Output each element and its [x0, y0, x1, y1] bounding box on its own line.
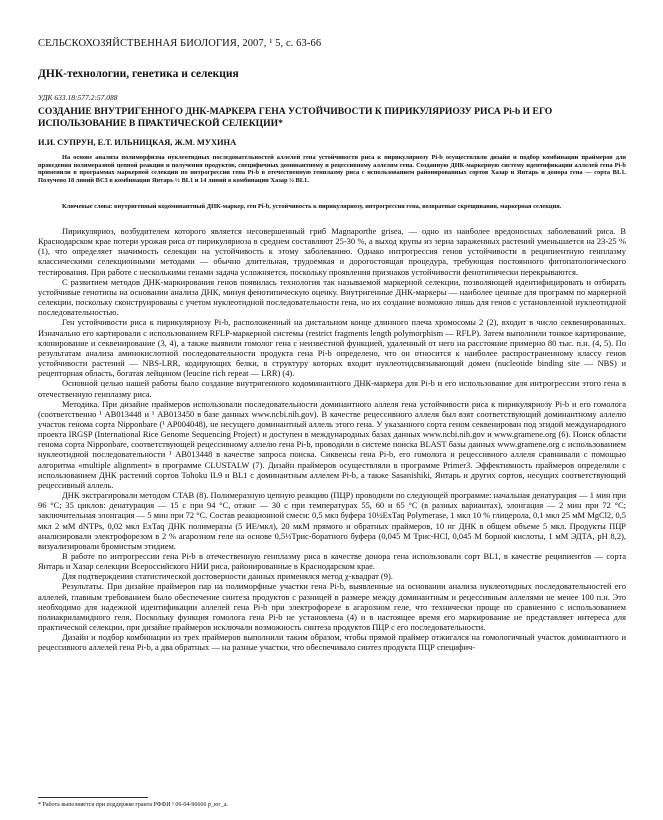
paragraph: Методика. При дизайне праймеров использовали последовательности доминантного аллеля гена устойчивости риса к пирикуляриозу Pi-b и его гомолога (соответственно ¹ AB013448 и ¹ AB013450 в базе данных www.ncbi.nih.gov). В качестве рецессивного аллеля был взят соответствующий доминантному аллелю участок генома сорта Nipponbare (¹ AP004048), не несущего доминантный аллель этого гена. У указанного сорта геном секвенирован под эгидой международного проекта IRGSP (International Rice Genome Sequencing Project) и доступен в международных базах данных www.ncbi.nih.gov и www.gramene.org (6). Поиск области генома сорта Nipponbare, соответствующей рецессивному аллелю гена Pi-b, проводили в системе поиска BLAST базы данных www.gramene.org с использованием нуклеотидной последовательности ¹ AB013448 в качестве запроса поиска. Сиквенсы гена Pi-b, его гомолога и рецессивного аллеля сравнивали с помощью алгоритма «multiple alignment» в программе CLUSTALW (7). Дизайн праймеров осуществляли в программе Primer3. Эффективность праймеров определяли с использованием ДНК растений сортов Tohoku IL9 и BL1 с доминантным аллелем Pi-b, а также Sasanishiki, Янтарь и других сортов, несущих соответствующий рецессивный аллель. [38, 398, 626, 490]
footnote: * Работа выполняется при поддержке гранта РФФИ ¹ 06-04-96666 р_юг_а. [38, 802, 229, 808]
article-body [38, 226, 626, 653]
authors: И.И. СУПРУН, Е.Т. ИЛЬНИЦКАЯ, Ж.М. МУХИНА [38, 138, 237, 147]
paragraph: Дизайн и подбор комбинации из трех праймеров выполнили таким образом, чтобы прямой праймер отжигался на гомологичный участок доминантного и рецессивного аллелей гена Pi-b, а два обратных — на разные участки, что обеспечивало синтез продукта ПЦР специфич- [38, 632, 626, 653]
keywords: Ключевые слова: внутригенный кодоминантный ДНК-маркер, ген Pi-b, устойчивость к пирикуляриозу, интрогрессия гена, возвратные скрещивания, маркерная селекция. [62, 203, 562, 210]
paragraph: ДНК экстрагировали методом CTAB (8). Полимеразную цепную реакцию (ПЦР) проводили по следующей программе: начальная денатурация — 1 мин при 96 °C; 35 циклов: денатурация — 15 с при 94 °C, отжиг — 30 с при температурах 55, 60 и 65 °C (в разных вариантах), элонгация — 2 мин при 72 °C; заключительная элонгация — 5 мин при 72 °C. Состав реакционной смеси: 0,5 мкл буфера 10½ExTaq Polymerase, 1 мкл 10 % глицерола, 0,1 мкл 25 мМ MgCl2, 0,5 мкл 2 мМ dNTPs, 0,02 мкл ExTaq ДНК полимеразы (5 ИЕ/мкл), 20 мкМ прямого и обратных праймеров, 10 нг ДНК в общем объеме 5 мкл. Продукты ПЦР анализировали электрофорезом в 2 % агарозном геле на основе 0,5½Трис-боратного буфера (0,045 М Трис-HCl, 0,045 М борной кислоты, 1 мМ ЭДТА, pH 8,2), визуализировали бромистым этидием. [38, 490, 626, 551]
abstract: На основе анализа полиморфизма нуклеотидных последовательностей аллелей гена устойчивости риса к пирикуляриозу Pi-b осуществляли дизайн и подбор комбинации праймеров для проведения полимеразной цепной реакции и получения продуктов, специфичных доминантному и рецессивному аллелям гена. Созданную ДНК-маркерную систему идентификации аллелей гена Pi-b применили в программах маркерной селекции по интрогрессии гена Pi-b в отечественную генплазму риса с использованием районированных сортов Хазар и Янтарь и донора гена — сорта BL1. Получено 18 линий BC3 в комбинации Янтарь ½ BL1 и 14 линий в комбинации Хазар ½ BL1. [38, 154, 626, 185]
paragraph: В работе по интрогрессии гена Pi-b в отечественную генплазму риса в качестве донора гена использовали сорт BL1, в качестве реципиентов — сорта Янтарь и Хазар селекции Всероссийского НИИ риса, районированные в Краснодарском крае. [38, 551, 626, 572]
paragraph: Основной целью нашей работы было создание внутригенного кодоминантного ДНК-маркера для Pi-b и его использование для интрогрессии этого гена в отечественную генплазму риса. [38, 378, 626, 399]
paragraph: Результаты. При дизайне праймеров пар на полиморфные участки гена Pi-b, выявленные на основании анализа нуклеотидных последовательностей его аллелей, главным требованием было обеспечение синтеза продуктов с разницей в размере между доминантным и рецессивным аллелями не менее 100 п.н. Это необходимо для надежной идентификации аллелей гена Pi-b при электрофорезе в агарозном геле, что технически проще по сравнению с использованием полиакриламидного геля. Поскольку функция гомолога гена Pi-b не установлена (4) и в настоящее время его маркирование не представляет интереса для практической селекции, при дизайне праймеров исключали возможность синтеза продуктов ПЦР с его последовательности. [38, 581, 626, 633]
paragraph: Ген устойчивости риса к пирикуляриозу Pi-b, расположенный на дистальном конце длинного плеча хромосомы 2 (2), входит в число секвенированных. Изначально его картировали с использованием RFLP-маркерной системы (restrict fragments length polymorphism — RFLP). Затем выполнили тонкое картирование, клонирование и секвенирование (3, 4), а также выявили гомолог гена с неизвестной функцией, удаленный от него на расстояние примерно 80 тыс. п.н. (4, 5). По результатам анализа аминокислотной последовательности продукта гена Pi-b определено, что он относится к наиболее распространенному классу генов устойчивости растений — NBS-LRR, кодирующих белки, в структуру которых входит нуклеотидсвязывающий домен (nucleotide binding site — NBS) и рецепторная область, богатая лейцином (leucine rich repeat — LRR) (4). [38, 317, 626, 379]
paragraph: Для подтверждения статистической достоверности данных применялся метод χ-квадрат (9). [62, 571, 393, 582]
paragraph: С развитием методов ДНК-маркирования генов появилась технология так называемой маркерной селекции, позволяющей идентифицировать и отбирать устойчивые генотипы на основании анализа ДНК, минуя фенотипическую оценку. Внутригенные ДНК-маркеры — наиболее ценные для программ по маркерной селекции, поскольку сконструированы с учетом нуклеотидной последовательности гена, но их создание возможно лишь для генов с установленной нуклеотидной последовательностью. [38, 276, 626, 318]
article-title: СОЗДАНИЕ ВНУТРИГЕННОГО ДНК-МАРКЕРА ГЕНА УСТОЙЧИВОСТИ К ПИРИКУЛЯРИОЗУ РИСА Pi-b И ЕГО ИСПОЛЬЗОВАНИЕ В ПРАКТИЧЕСКОЙ СЕЛЕКЦИИ* [38, 106, 553, 129]
udk-code: УДК 633.18:577.2:57.088 [38, 93, 118, 102]
journal-header: СЕЛЬСКОХОЗЯЙСТВЕННАЯ БИОЛОГИЯ, 2007, ¹ 5, с. 63-66 [38, 38, 322, 49]
section-title: ДНК-технологии, генетика и селекция [38, 68, 239, 80]
paragraph: Пирикуляриоз, возбудителем которого является несовершенный гриб Magnaporthe grisea, — одно из наиболее вредоносных заболеваний риса. В Краснодарском крае потери урожая риса от пирикуляриоза в среднем составляют 25-30 %, а выход крупы из зерна зараженных растений уменьшается на 23-25 % (1), что определяет значимость селекции на устойчивость к этому заболеванию. Однако интрогрессия генов устойчивости в реципиентную генплазму классическими селекционными методами — обычно длительная, трудоемкая и дорогостоящая процедура, требующая постоянного фитопатологического тестирования. При работе с несколькими генами задача усложняется, поскольку проявления признаков устойчивости фенотипически перекрываются. [38, 226, 626, 277]
footnote-divider [38, 797, 148, 798]
